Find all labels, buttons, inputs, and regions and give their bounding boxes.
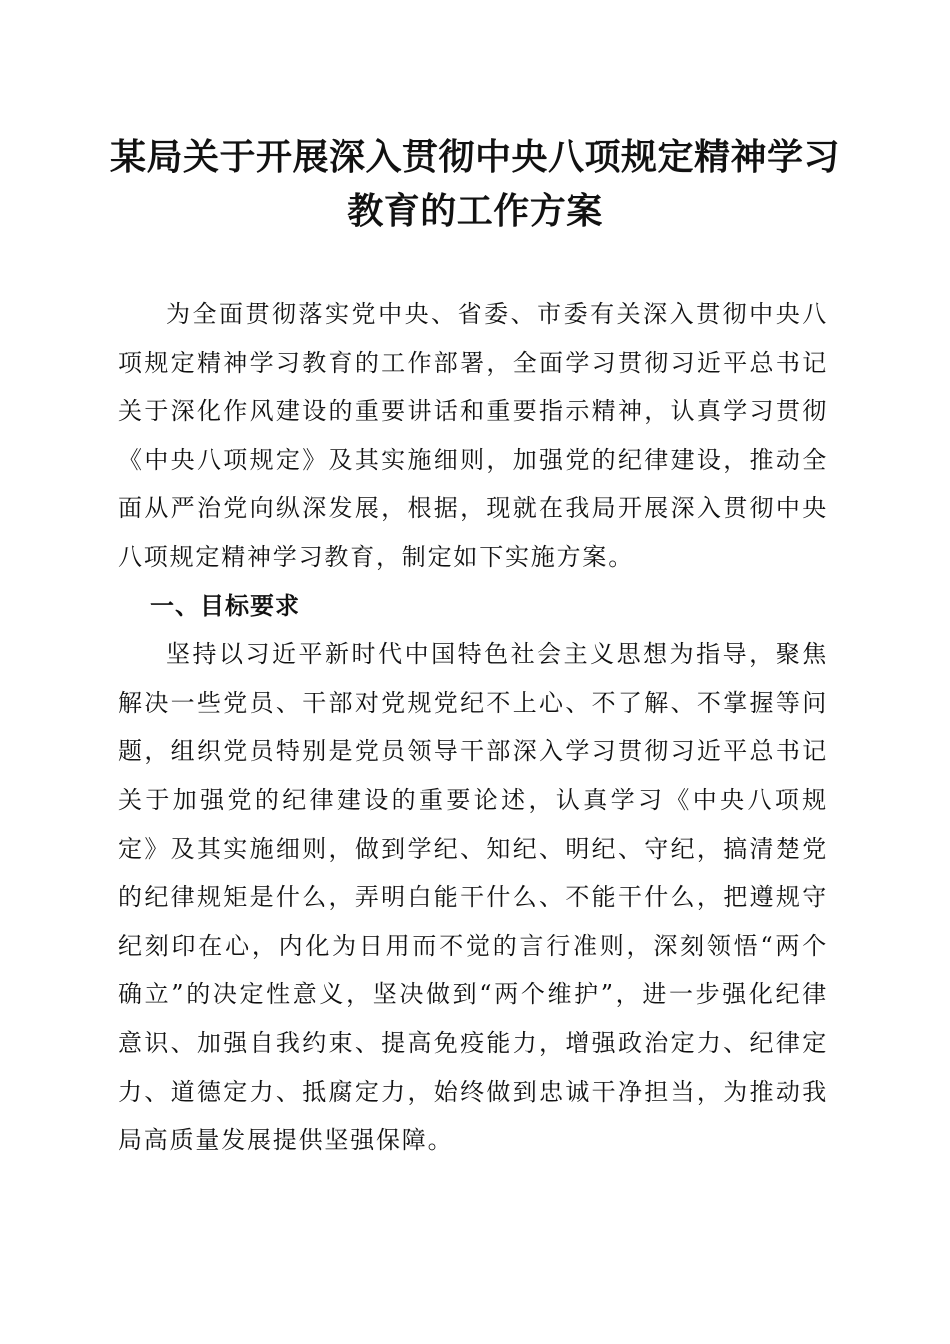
document-body — [118, 290, 828, 1165]
section-heading-goals: 一、目标要求 — [150, 591, 300, 620]
intro-paragraph: 为全面贯彻落实党中央、省委、市委有关深入贯彻中央八项规定精神学习教育的工作部署，全面学习贯彻习近平总书记关于深化作风建设的重要讲话和重要指示精神，认真学习贯彻《中央八项规定》及其实施细则，加强党的纪律建设，推动全面从严治党向纵深发展，根据，现就在我局开展深入贯彻中央八项规定精神学习教育，制定如下实施方案。 — [118, 300, 828, 571]
document-title-line-1: 某局关于开展深入贯彻中央八项规定精神学习 — [110, 136, 841, 178]
section-paragraph-goals: 坚持以习近平新时代中国特色社会主义思想为指导，聚焦解决一些党员、干部对党规党纪不上心、不了解、不掌握等问题，组织党员特别是党员领导干部深入学习贯彻习近平总书记关于加强党的纪律建设的重要论述，认真学习《中央八项规定》及其实施细则，做到学纪、知纪、明纪、守纪，搞清楚党的纪律规矩是什么，弄明白能干什么、不能干什么，把遵规守纪刻印在心，内化为日用而不觉的言行准则，深刻领悟“两个确立”的决定性意义，坚决做到“两个维护”，进一步强化纪律意识、加强自我约束、提高免疫能力，增强政治定力、纪律定力、道德定力、抵腐定力，始终做到忠诚干净担当，为推动我局高质量发展提供坚强保障。 — [118, 640, 828, 1155]
document-title-line-2: 教育的工作方案 — [347, 190, 603, 232]
